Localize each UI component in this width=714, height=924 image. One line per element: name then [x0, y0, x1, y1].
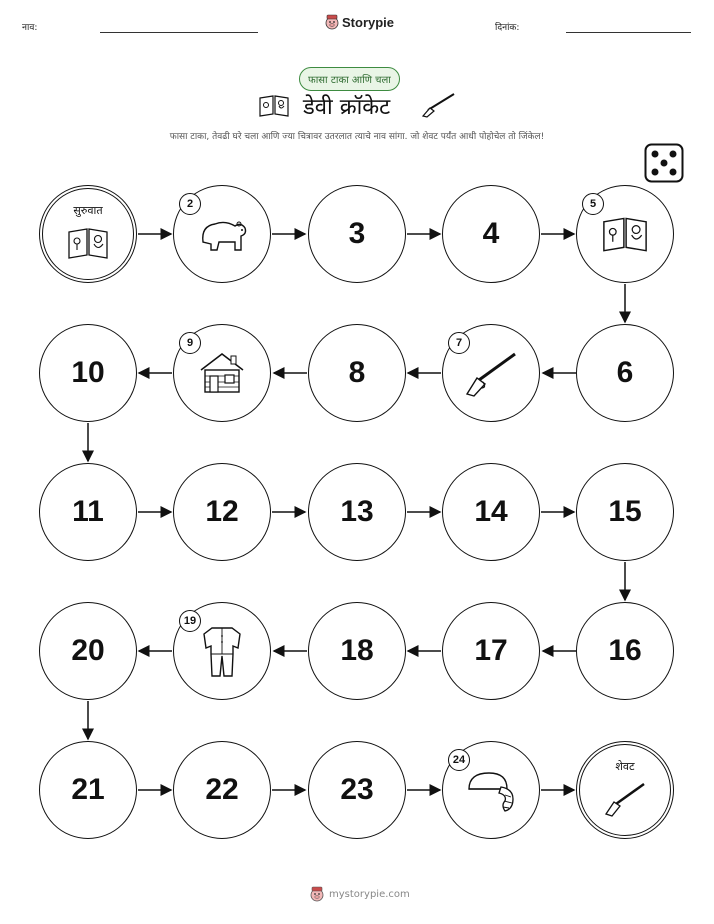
- board-cell-8[interactable]: [308, 324, 406, 422]
- board-cell-12[interactable]: [173, 463, 271, 561]
- board-cell-17[interactable]: [442, 602, 540, 700]
- cell-number: 10: [71, 356, 105, 389]
- board-cell-2[interactable]: [173, 185, 271, 283]
- board-cell-7[interactable]: [442, 324, 540, 422]
- footer: [310, 886, 410, 902]
- cell-number: 11: [72, 495, 104, 528]
- game-type-pill: फासा टाका आणि चला: [299, 67, 400, 91]
- book-icon: [600, 214, 650, 254]
- board-cell-3[interactable]: [308, 185, 406, 283]
- cell-badge: 5: [582, 193, 604, 215]
- cell-number: 16: [608, 634, 642, 667]
- instructions: फासा टाका, तेवढी घरे चला आणि ज्या चित्रावर उतरलात त्याचे नाव सांगा. जो शेवट पर्यंत आधी पोहोचेल तो जिंकेल!: [169, 132, 545, 142]
- board-cell-6[interactable]: [576, 324, 674, 422]
- page-title: डेवी क्रॉकेट: [303, 95, 391, 120]
- cell-number: 20: [71, 634, 105, 667]
- cell-number: 23: [340, 773, 374, 806]
- cell-badge: 2: [179, 193, 201, 215]
- cell-number: 15: [608, 495, 642, 528]
- board-cell-21[interactable]: [39, 741, 137, 839]
- rifle-icon: [602, 778, 648, 818]
- board-cell-20[interactable]: [39, 602, 137, 700]
- board-cell-11[interactable]: [39, 463, 137, 561]
- brand-name: Storypie: [342, 14, 395, 30]
- board-cell-19[interactable]: [173, 602, 271, 700]
- name-label: नाव:: [22, 23, 38, 33]
- board-cell-22[interactable]: [173, 741, 271, 839]
- board-cell-24[interactable]: [442, 741, 540, 839]
- board-cell-23[interactable]: [308, 741, 406, 839]
- start-cell[interactable]: [39, 185, 137, 283]
- cell-number: 21: [71, 773, 105, 806]
- cell-number: 13: [340, 495, 374, 528]
- board-cell-15[interactable]: [576, 463, 674, 561]
- coonskin-cap-icon: [461, 765, 521, 815]
- cell-badge: 19: [179, 610, 201, 632]
- board-cell-13[interactable]: [308, 463, 406, 561]
- board-cell-16[interactable]: [576, 602, 674, 700]
- cell-number: 18: [340, 634, 374, 667]
- board-cell-4[interactable]: [442, 185, 540, 283]
- cell-number: 12: [205, 495, 239, 528]
- footer-site[interactable]: mystorypie.com: [329, 888, 410, 900]
- log-cabin-icon: [197, 350, 247, 396]
- book-icon: [66, 225, 110, 261]
- end-label: शेवट: [615, 760, 635, 773]
- board-cell-5[interactable]: [576, 185, 674, 283]
- cell-number: 6: [616, 356, 634, 389]
- cell-number: 14: [474, 495, 508, 528]
- board-cell-14[interactable]: [442, 463, 540, 561]
- cell-number: 17: [474, 634, 508, 667]
- date-label: दिनांक:: [495, 23, 520, 33]
- board-cell-9[interactable]: [173, 324, 271, 422]
- start-label: सुरुवात: [73, 204, 103, 217]
- rifle-icon: [463, 348, 519, 398]
- cell-badge: 7: [448, 332, 470, 354]
- cell-number: 4: [482, 217, 500, 250]
- cell-number: 3: [348, 217, 366, 250]
- cell-number: 8: [348, 356, 366, 389]
- cell-number: 22: [205, 773, 239, 806]
- overalls-icon: [200, 624, 244, 678]
- cell-badge: 9: [179, 332, 201, 354]
- cell-badge: 24: [448, 749, 470, 771]
- board-cell-18[interactable]: [308, 602, 406, 700]
- bear-icon: [195, 212, 249, 256]
- board-cell-10[interactable]: [39, 324, 137, 422]
- end-cell[interactable]: [576, 741, 674, 839]
- pig-mascot-icon: [310, 886, 324, 902]
